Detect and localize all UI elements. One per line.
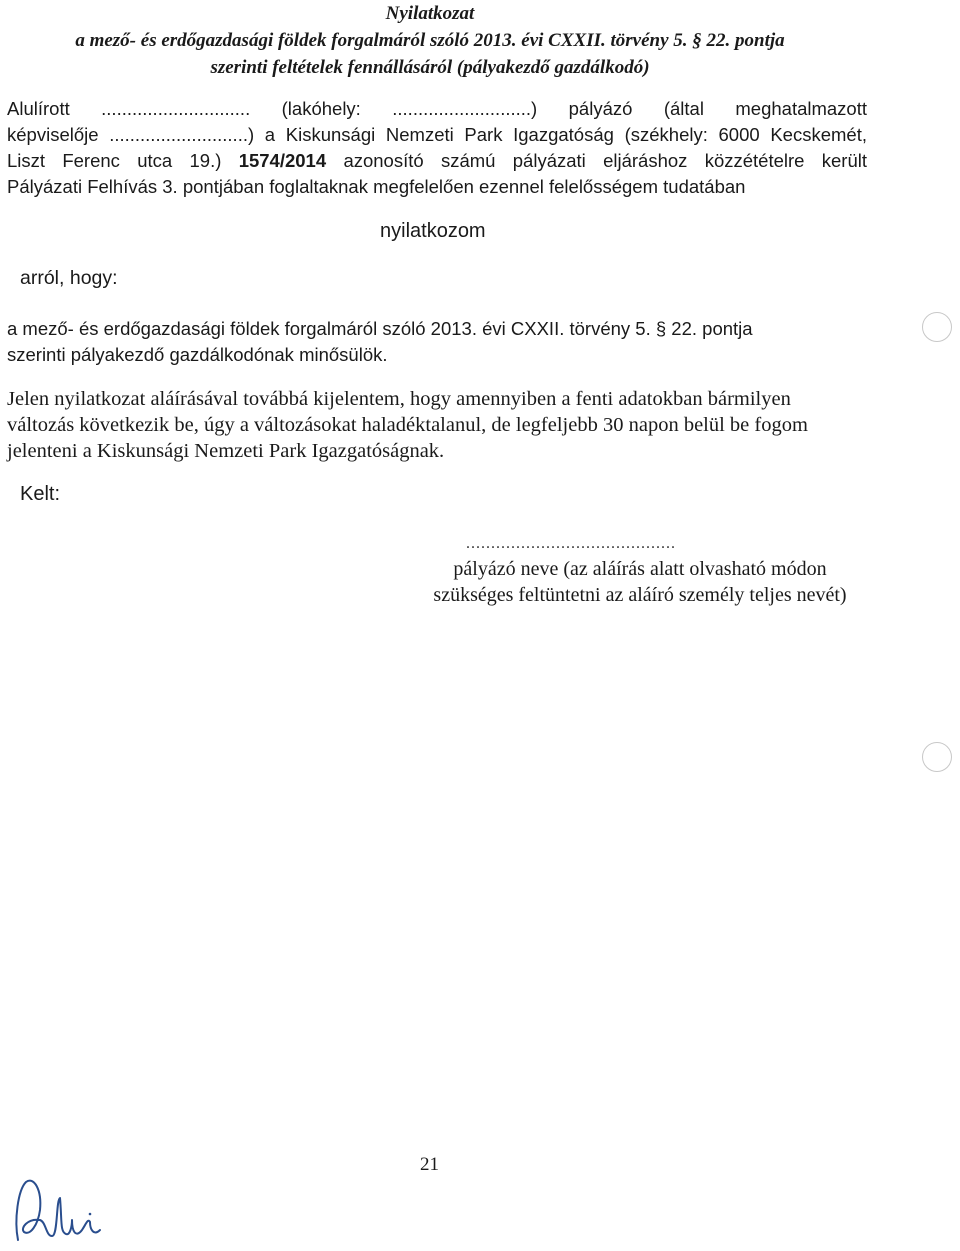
condition-line-2: szerinti pályakezdő gazdálkodónak minősülök. <box>7 344 388 365</box>
page-number: 21 <box>420 1154 439 1175</box>
signature-caption-line-1: pályázó neve (az aláírás alatt olvasható módon <box>453 558 827 580</box>
change-line-3: jelenteni a Kiskunsági Nemzeti Park Igazgatóságnak. <box>7 440 445 462</box>
intro-line-3-post: azonosító számú pályázati eljáráshoz közzétételre került <box>326 150 867 171</box>
intro-line-1: Alulírott ............................. (lakóhely: ...........................) pályázó (által meghatalmazott <box>7 98 867 119</box>
document-title <box>0 0 860 81</box>
change-paragraph <box>7 386 867 464</box>
handwritten-initials-icon <box>12 1170 112 1245</box>
intro-line-2: képviselője ...........................) a Kiskunsági Nemzeti Park Igazgatóság (székhely: 6000 Kecskemét, <box>7 124 867 145</box>
intro-line-3-pre: Liszt Ferenc utca 19.) <box>7 150 239 171</box>
title-line-3: szerinti feltételek fennállásáról (pályakezdő gazdálkodó) <box>210 57 650 78</box>
punch-hole-icon <box>922 742 952 772</box>
signature-caption-line-2: szükséges feltüntetni az aláíró személy teljes nevét) <box>433 584 847 606</box>
signature-line: .......................................... <box>466 535 676 552</box>
signature-caption <box>380 556 900 608</box>
condition-paragraph <box>7 316 867 368</box>
tender-id: 1574/2014 <box>238 150 327 171</box>
declaration-word: nyilatkozom <box>380 220 486 242</box>
condition-line-1: a mező- és erdőgazdasági földek forgalmáról szóló 2013. évi CXXII. törvény 5. § 22. pontja <box>7 318 753 339</box>
change-line-1: Jelen nyilatkozat aláírásával továbbá kijelentem, hogy amennyiben a fenti adatokban bármilyen <box>7 388 791 410</box>
change-line-2: változás következik be, úgy a változásokat haladéktalanul, de legfeljebb 30 napon belül be fogom <box>7 414 808 436</box>
intro-paragraph <box>7 96 867 200</box>
intro-line-3 <box>7 148 867 174</box>
title-line-2: a mező- és erdőgazdasági földek forgalmáról szóló 2013. évi CXXII. törvény 5. § 22. pontja <box>75 30 785 51</box>
intro-line-4: Pályázati Felhívás 3. pontjában foglaltaknak megfelelően ezennel felelősségem tudatában <box>7 176 746 197</box>
title-line-1: Nyilatkozat <box>385 3 475 24</box>
kelt-label: Kelt: <box>20 483 61 505</box>
punch-hole-icon <box>922 312 952 342</box>
arrol-hogy-label: arról, hogy: <box>20 267 118 289</box>
